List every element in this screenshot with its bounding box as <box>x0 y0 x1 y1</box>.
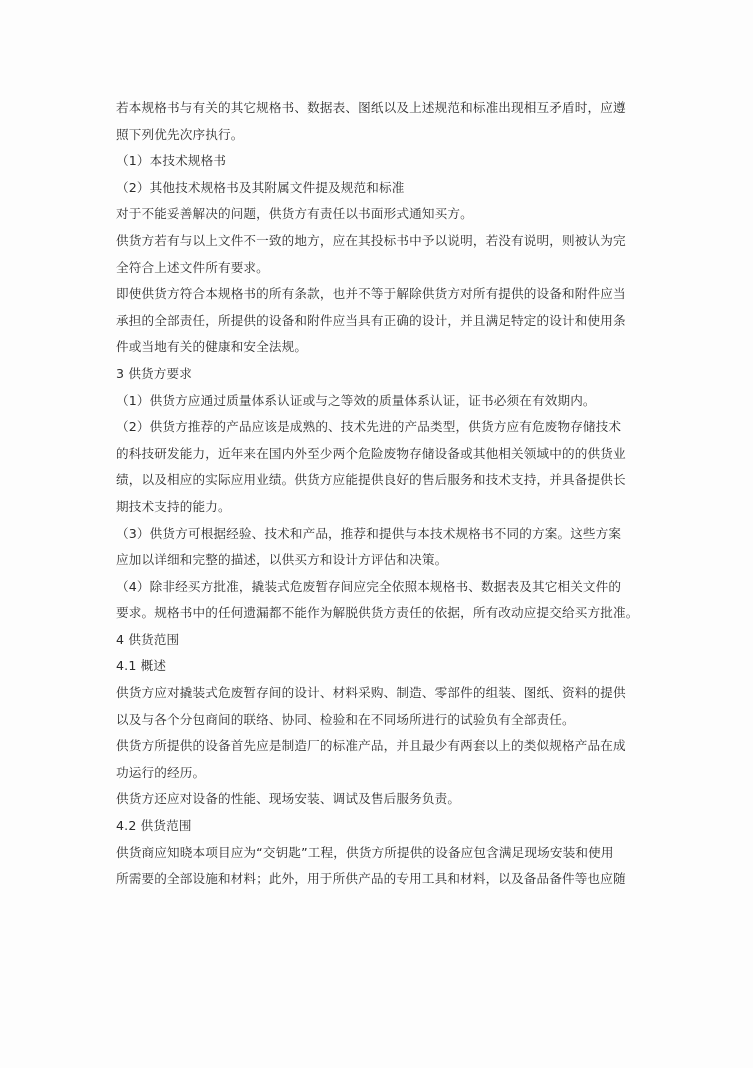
text-line: 供货方还应对设备的性能、现场安装、调试及售后服务负责。 <box>116 791 461 807</box>
text-line: 对于不能妥善解决的问题，供货方有责任以书面形式通知买方。 <box>116 206 473 222</box>
text-line: 全符合上述文件所有要求。 <box>116 259 269 275</box>
subsection-heading: 4.2 供货范围 <box>116 818 192 834</box>
text-line: （3）供货方可根据经验、技术和产品，推荐和提供与本技术规格书不同的方案。这些方案 <box>116 525 622 541</box>
section-heading: 3 供货方要求 <box>116 365 193 381</box>
text-line: 期技术支持的能力。 <box>116 498 231 514</box>
text-line: 以及与各个分包商间的联络、协同、检验和在不同场所进行的试验负有全部责任。 <box>116 711 575 727</box>
text-line: （1）供货方应通过质量体系认证或与之等效的质量体系认证，证书必须在有效期内。 <box>116 392 596 408</box>
text-line: 所需要的全部设施和材料；此外，用于所供产品的专用工具和材料，以及备品备件等也应随 <box>116 871 626 887</box>
text-line: 件或当地有关的健康和安全法规。 <box>116 339 308 355</box>
text-line: （2）其他技术规格书及其附属文件提及规范和标准 <box>116 179 405 195</box>
text-line: 照下列优先次序执行。 <box>116 126 244 142</box>
text-line: 供货方所提供的设备首先应是制造厂的标准产品，并且最少有两套以上的类似规格产品在成 <box>116 738 626 754</box>
text-line: 即使供货方符合本规格书的所有条款，也并不等于解除供货方对所有提供的设备和附件应当 <box>116 286 626 302</box>
text-line: 供货方若有与以上文件不一致的地方，应在其投标书中予以说明，若没有说明，则被认为完 <box>116 232 626 248</box>
text-line: 供货商应知晓本项目应为“交钥匙”工程，供货方所提供的设备应包含满足现场安装和使用 <box>116 844 614 860</box>
text-line: 承担的全部责任，所提供的设备和附件应当具有正确的设计，并且满足特定的设计和使用条 <box>116 312 626 328</box>
section-heading: 4 供货范围 <box>116 631 180 647</box>
text-line: （1）本技术规格书 <box>116 153 227 169</box>
text-line: 应加以详细和完整的描述，以供买方和设计方评估和决策。 <box>116 552 448 568</box>
text-line: （2）供货方推荐的产品应该是成熟的、技术先进的产品类型，供货方应有危废物存储技术 <box>116 419 622 435</box>
text-line: （4）除非经买方批准，撬装式危废暂存间应完全依照本规格书、数据表及其它相关文件的 <box>116 578 622 594</box>
text-line: 的科技研发能力，近年来在国内外至少两个危险废物存储设备或其他相关领域中的的供货业 <box>116 445 626 461</box>
text-line: 供货方应对撬装式危废暂存间的设计、材料采购、制造、零部件的组装、图纸、资料的提供 <box>116 685 626 701</box>
text-line: 要求。规格书中的任何遗漏都不能作为解脱供货方责任的依据，所有改动应提交给买方批准。 <box>116 605 639 621</box>
subsection-heading: 4.1 概述 <box>116 658 167 674</box>
text-line: 功运行的经历。 <box>116 764 206 780</box>
document-body <box>116 95 646 893</box>
text-line: 若本规格书与有关的其它规格书、数据表、图纸以及上述规范和标准出现相互矛盾时，应遵 <box>116 100 626 115</box>
text-line: 绩，以及相应的实际应用业绩。供货方应能提供良好的售后服务和技术支持，并具备提供长 <box>116 472 626 488</box>
